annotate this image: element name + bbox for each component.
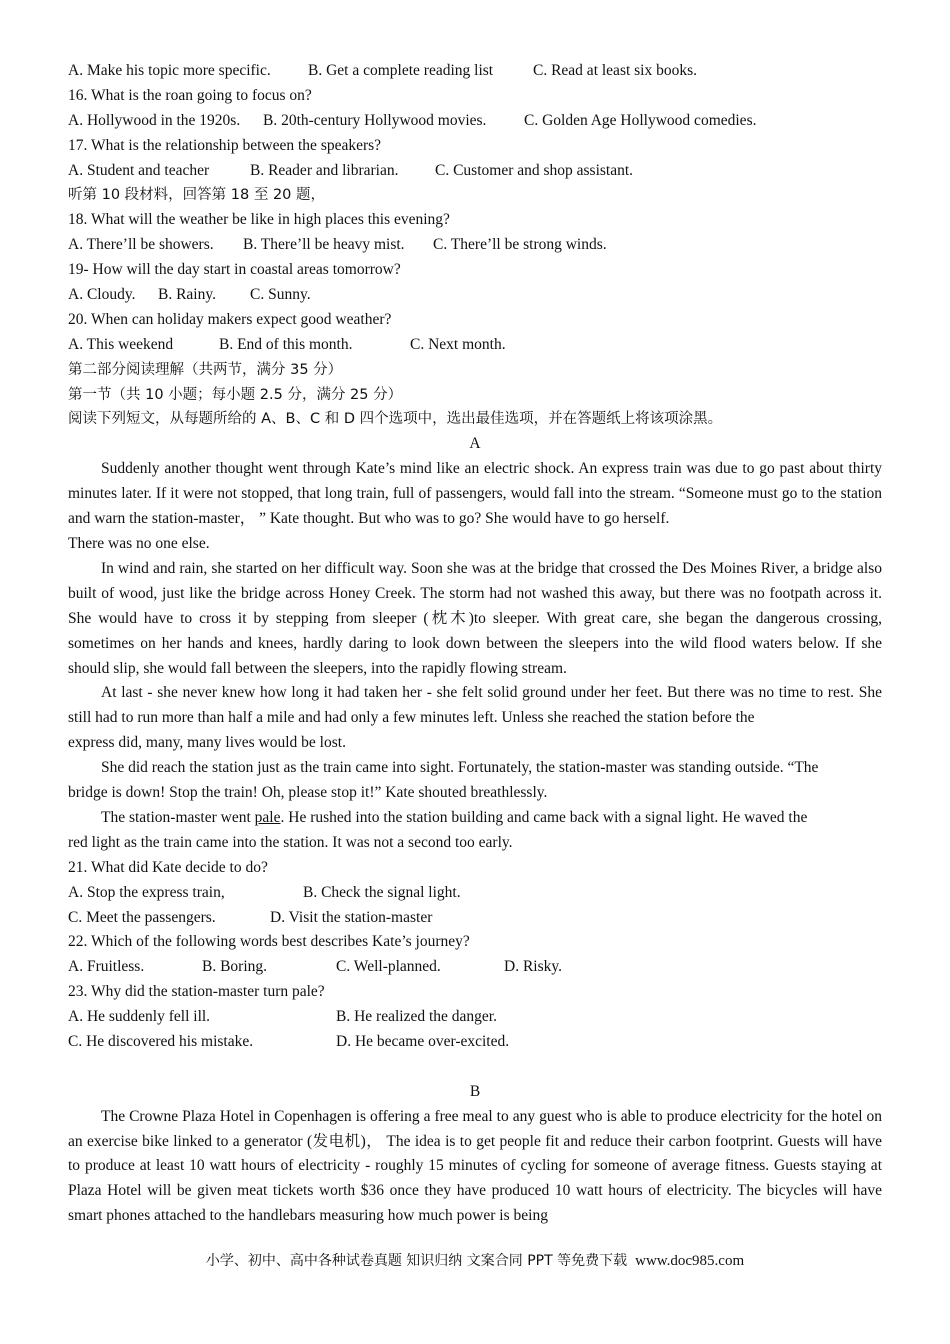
option: C. Read at least six books.: [533, 62, 698, 79]
section-part-title: 第一节（共 10 小题；每小题 2.5 分，满分 25 分）: [68, 386, 403, 403]
passage-a-paragraph-5: The station-master went pale. He rushed into the station building and came back with a signal light. He waved the red light as the train came into the station. It was not a second too early.: [68, 808, 808, 851]
q19-options: [68, 283, 882, 308]
passage-a-paragraph-2: In wind and rain, she started on her difficult way. Soon she was at the bridge that crossed the Des Moines River, a bridge also built of wood, just like the bridge across Honey Creek. The storm had not washed this away, but there was no footpath across it. She would have to cross it by stepping from sleeper (枕木)to sleeper. With great care, she began the dangerous crossing, sometimes on her hands and knees, hardly daring to look down between the sleepers into the wild flood waters below. If she should slip, she would fall between the sleepers, into the rapidly flowing stream.: [68, 559, 882, 677]
option: B. Rainy.: [158, 286, 216, 304]
passage-a-paragraph-4: She did reach the station just as the train came into sight. Fortunately, the station-master was standing outside. “The bridge is down! Stop the train! Oh, please stop it!” Kate shouted breathlessly.: [68, 759, 819, 802]
q17-options: [68, 159, 882, 184]
question-23: 23. Why did the station-master turn pale?: [68, 983, 325, 1001]
q21-options-row-1: [68, 881, 882, 906]
exam-page: [68, 59, 882, 1229]
option: A. Cloudy.: [68, 286, 136, 304]
option: C. Customer and shop assistant.: [435, 161, 634, 179]
option: D. He became over-excited.: [336, 1032, 510, 1050]
option: B. Reader and librarian.: [250, 161, 399, 179]
option: C. There’ll be strong winds.: [433, 236, 607, 254]
passage-a-paragraph-3: At last - she never knew how long it had taken her - she felt solid ground under her feet. But there was no time to rest. She still had to run more than half a mile and had only a few minutes left. Unless she reached the station before the express did, many, many lives would be lost.: [68, 684, 882, 752]
option: C. Well-planned.: [336, 958, 441, 976]
question-22: 22. Which of the following words best describes Kate’s journey?: [68, 933, 470, 951]
passage-a-label: A: [469, 435, 481, 453]
option: B. Check the signal light.: [303, 883, 461, 901]
option: A. Stop the express train,: [68, 883, 225, 901]
passage-b-paragraph-1: The Crowne Plaza Hotel in Copenhagen is offering a free meal to any guest who is able to produce electricity for the hotel on an exercise bike linked to a generator (发电机)， The idea is to get people fit and reduce their carbon footprint. Guests will have to produce at least 10 watt hours of electricity - roughly 15 minutes of cycling for someone of average fitness. Guests staying at Plaza Hotel will be given meat tickets worth $36 once they have produced 10 watt hours of electricity. The bicycles will have smart phones attached to the handlebars measuring how much power is being: [68, 1107, 882, 1225]
q20-options: [68, 333, 882, 358]
option: B. End of this month.: [219, 335, 353, 353]
option: A. Hollywood in the 1920s.: [68, 111, 241, 129]
option: C. Next month.: [410, 335, 506, 353]
option: A. This weekend: [68, 335, 174, 353]
q23-options-row-2: [68, 1030, 882, 1055]
question-20: 20. When can holiday makers expect good weather?: [68, 310, 392, 328]
section-title: 第二部分阅读理解（共两节，满分 35 分）: [68, 361, 343, 378]
q22-options: [68, 955, 882, 980]
question-21: 21. What did Kate decide to do?: [68, 858, 268, 876]
option: A. Make his topic more specific.: [68, 62, 271, 79]
q15-options: [68, 59, 882, 84]
q16-options: [68, 109, 882, 134]
option: B. He realized the danger.: [336, 1008, 497, 1026]
footer-text: 小学、初中、高中各种试卷真题 知识归纳 文案合同 PPT 等免费下载: [205, 1253, 628, 1269]
passage-b-label: B: [469, 1082, 481, 1100]
page-footer: [0, 1250, 950, 1270]
reading-instructions: 阅读下列短文，从每题所给的 A、B、C 和 D 四个选项中，选出最佳选项，并在答题纸上将该项涂黑。: [68, 411, 723, 428]
option: B. Get a complete reading list: [308, 62, 494, 79]
q23-options-row-1: [68, 1005, 882, 1030]
option: C. Golden Age Hollywood comedies.: [524, 111, 757, 129]
option: D. Visit the station-master: [270, 908, 433, 926]
option: A. There’ll be showers.: [68, 236, 214, 254]
option: A. Student and teacher: [68, 161, 210, 179]
option: B. There’ll be heavy mist.: [243, 236, 405, 254]
underlined-word: pale: [254, 808, 281, 826]
q21-options-row-2: [68, 906, 882, 931]
option: C. Sunny.: [250, 286, 311, 304]
option: C. Meet the passengers.: [68, 908, 216, 926]
footer-url[interactable]: www.doc985.com: [635, 1253, 745, 1269]
option: D. Risky.: [504, 958, 562, 976]
option: A. He suddenly fell ill.: [68, 1008, 211, 1026]
question-19: 19- How will the day start in coastal areas tomorrow?: [68, 261, 401, 279]
question-16: 16. What is the roan going to focus on?: [68, 86, 312, 104]
question-17: 17. What is the relationship between the speakers?: [68, 136, 382, 154]
passage-a-paragraph-1: Suddenly another thought went through Kate’s mind like an electric shock. An express train was due to go past about thirty minutes later. If it were not stopped, that long train, full of passengers, would fall into the stream. “Someone must go to the station and warn the station-master， ” Kate thought. But who was to go? She would have to go herself. There was no one else.: [68, 460, 882, 552]
question-18: 18. What will the weather be like in high places this evening?: [68, 211, 450, 229]
option: B. Boring.: [202, 958, 268, 976]
option: C. He discovered his mistake.: [68, 1032, 254, 1050]
option: B. 20th-century Hollywood movies.: [263, 111, 487, 129]
q18-options: [68, 233, 882, 258]
listening-instruction: 听第 10 段材料，回答第 18 至 20 题，: [68, 187, 326, 204]
option: A. Fruitless.: [68, 958, 145, 976]
